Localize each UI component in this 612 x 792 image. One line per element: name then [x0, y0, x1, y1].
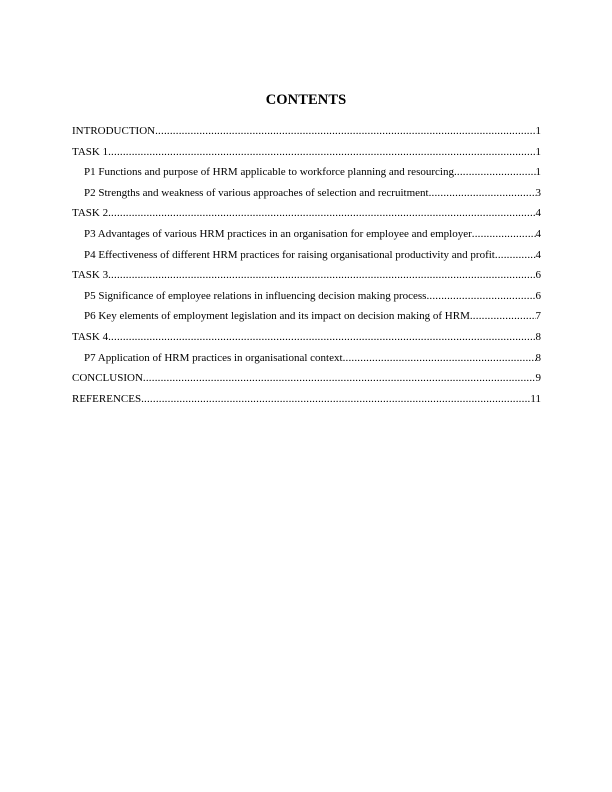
toc-entry-label: TASK 4: [72, 330, 109, 343]
toc-entry-label: INTRODUCTION: [72, 125, 156, 137]
toc-entry-label: REFERENCES: [72, 392, 142, 405]
toc-page-number: 4: [535, 248, 541, 261]
toc-entry-p5[interactable]: [72, 286, 541, 307]
toc-page-number: 4: [535, 207, 541, 220]
toc-entry-task-2[interactable]: [72, 203, 541, 224]
toc-page-number: 1: [535, 145, 541, 158]
toc-page-number: 1: [535, 125, 541, 137]
dot-leader: [470, 306, 536, 327]
dot-leader: [141, 389, 530, 410]
dot-leader: [108, 142, 535, 163]
dot-leader: [343, 348, 536, 369]
toc-entry-label: P3 Advantages of various HRM practices in an organisation for employee and employer: [84, 227, 472, 240]
toc-entry-p2[interactable]: [72, 183, 541, 204]
toc-page-number: 8: [535, 330, 541, 343]
dot-leader: [108, 203, 535, 224]
toc-title: CONTENTS: [265, 92, 347, 108]
toc-entry-label: CONCLUSION: [72, 372, 143, 385]
toc-page-number: 1: [535, 166, 541, 179]
dot-leader: [429, 183, 536, 204]
dot-leader: [155, 121, 535, 142]
toc-entry-task-1[interactable]: [72, 142, 541, 163]
toc-page-number: 6: [535, 269, 541, 282]
toc-entry-label: TASK 3: [72, 269, 109, 282]
toc-page-number: 9: [535, 372, 541, 385]
toc-entry-conclusion[interactable]: [72, 368, 541, 389]
toc-entry-p1[interactable]: [72, 162, 541, 183]
toc-entry-label: P5 Significance of employee relations in influencing decision making process: [84, 289, 427, 302]
dot-leader: [143, 368, 536, 389]
toc-page-number: 7: [535, 310, 541, 323]
dot-leader: [108, 327, 535, 348]
toc-entry-references[interactable]: [72, 389, 541, 410]
toc-entry-task-4[interactable]: [72, 327, 541, 348]
toc-entry-task-3[interactable]: [72, 265, 541, 286]
toc-entry-label: P2 Strengths and weakness of various approaches of selection and recruitment: [84, 186, 429, 199]
toc-page-number: 3: [535, 186, 541, 199]
toc-entry-label: TASK 1: [72, 145, 109, 158]
toc-entry-label: P7 Application of HRM practices in organisational context: [84, 351, 343, 364]
toc-page-number: 6: [535, 289, 541, 302]
dot-leader: [108, 265, 535, 286]
dot-leader: [454, 162, 536, 183]
toc-entry-label: P1 Functions and purpose of HRM applicable to workforce planning and resourcing: [84, 166, 454, 179]
toc-entry-label: TASK 2: [72, 207, 109, 220]
toc-page-number: 8: [535, 351, 541, 364]
toc-entry-p3[interactable]: [72, 224, 541, 245]
toc-entry-p7[interactable]: [72, 348, 541, 369]
toc-page-number: 11: [530, 392, 541, 405]
table-of-contents: [72, 121, 541, 409]
toc-page-number: 4: [535, 227, 541, 240]
toc-entry-p6[interactable]: [72, 306, 541, 327]
toc-entry-introduction[interactable]: [72, 121, 541, 142]
toc-entry-p4[interactable]: [72, 245, 541, 266]
toc-entry-label: P6 Key elements of employment legislation and its impact on decision making of HRM: [84, 310, 470, 323]
dot-leader: [426, 286, 535, 307]
dot-leader: [472, 224, 536, 245]
toc-entry-label: P4 Effectiveness of different HRM practices for raising organisational productivity and profit: [84, 248, 495, 261]
dot-leader: [495, 245, 536, 266]
